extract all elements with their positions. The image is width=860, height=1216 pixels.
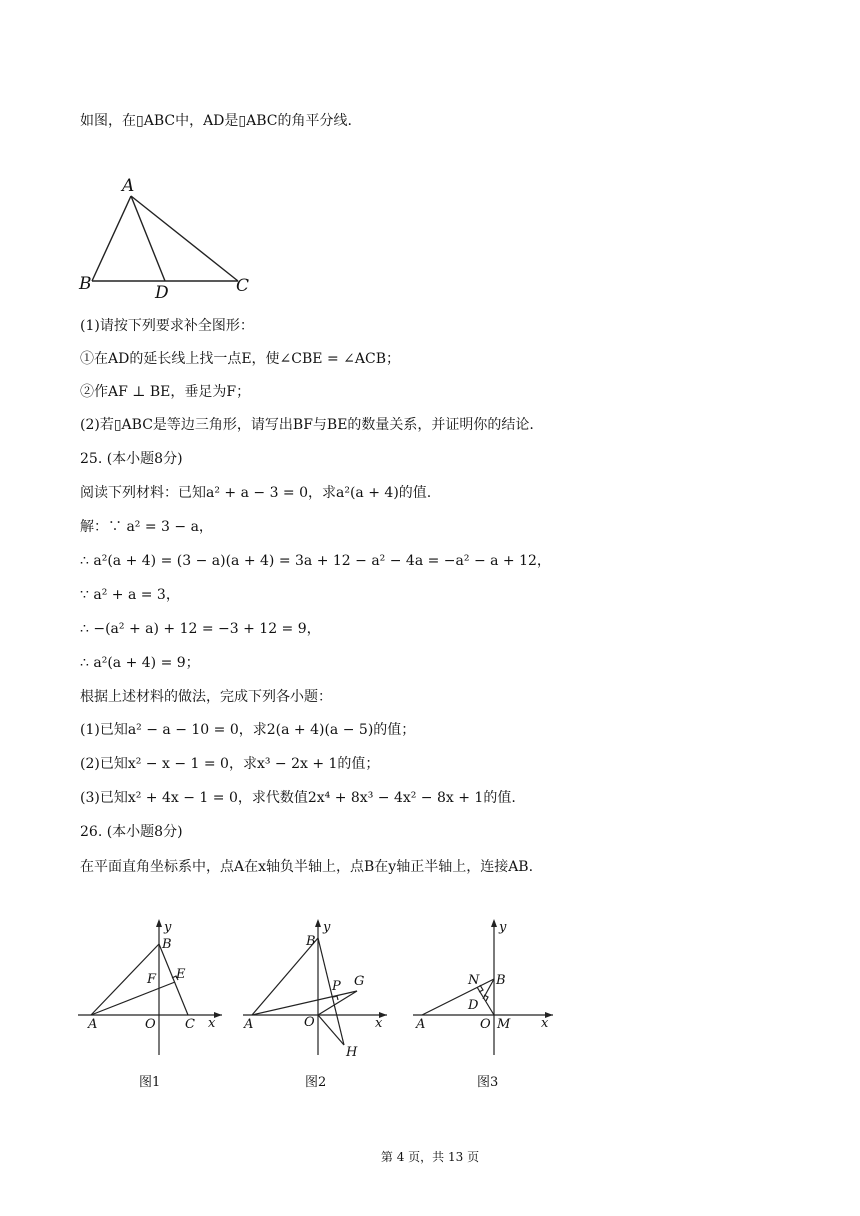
fig3-label-y: y: [499, 920, 507, 935]
q24-step2: ②作AF ⊥ BE，垂足为F；: [80, 384, 251, 400]
fig3-label-d: D: [468, 998, 479, 1013]
q25-solution-5: ∴ a²(a + 4) = 9；: [80, 655, 200, 671]
fig2-label-g: G: [354, 974, 365, 989]
q24-step1: ①在AD的延长线上找一点E，使∠CBE = ∠ACB；: [80, 351, 400, 367]
intro-text: 如图，在▯ABC中，AD是▯ABC的角平分线.: [80, 113, 352, 129]
fig1-label-x: x: [208, 1016, 216, 1031]
fig1-label-y: y: [164, 920, 172, 935]
fig3-label-n: N: [468, 973, 480, 988]
fig2-label-y: y: [323, 920, 331, 935]
q24-part1: (1)请按下列要求补全图形：: [80, 318, 254, 334]
fig2-label-b: B: [306, 934, 316, 949]
q25-task-1: (1)已知a² − a − 10 = 0，求2(a + 4)(a − 5)的值；: [80, 722, 416, 738]
q25-reading: 阅读下列材料：已知a² + a − 3 = 0，求a²(a + 4)的值.: [80, 485, 432, 501]
fig2-label-a: A: [244, 1017, 254, 1032]
q25-heading: 25. (本小题8分): [80, 451, 183, 467]
page-footer: 第 4 页，共 13 页: [380, 1150, 480, 1164]
fig2-label-o: O: [304, 1015, 315, 1030]
fig3-label-o: O: [480, 1017, 491, 1032]
figure-2: [240, 915, 390, 1060]
fig3-label-a: A: [416, 1017, 426, 1032]
fig1-label-e: E: [176, 967, 186, 982]
fig1-label-b: B: [162, 937, 172, 952]
triangle-figure: [76, 172, 256, 302]
figure-1: [75, 915, 225, 1060]
label-c: C: [236, 276, 250, 296]
q25-task-2: (2)已知x² − x − 1 = 0，求x³ − 2x + 1的值；: [80, 756, 380, 772]
q25-task: 根据上述材料的做法，完成下列各小题：: [80, 689, 332, 705]
fig1-label-c: C: [185, 1017, 195, 1032]
fig2-label-p: P: [332, 979, 341, 994]
q25-solution-2: ∴ a²(a + 4) = (3 − a)(a + 4) = 3a + 12 − a² − 4a = −a² − a + 12，: [80, 553, 551, 569]
fig3-caption: 图3: [477, 1075, 499, 1090]
q25-solution-4: ∴ −(a² + a) + 12 = −3 + 12 = 9，: [80, 621, 321, 637]
label-a: A: [122, 176, 135, 196]
fig3-label-b: B: [496, 973, 506, 988]
fig3-label-m: M: [497, 1017, 511, 1032]
q25-solution-3: ∵ a² + a = 3，: [80, 587, 180, 603]
fig2-caption: 图2: [305, 1075, 327, 1090]
fig1-label-o: O: [145, 1017, 156, 1032]
fig3-label-x: x: [541, 1016, 549, 1031]
fig1-label-a: A: [88, 1017, 98, 1032]
q25-solution-1: 解：∵ a² = 3 − a，: [80, 519, 213, 535]
fig2-label-x: x: [375, 1016, 383, 1031]
figure-3: [410, 915, 560, 1060]
q24-part2: (2)若▯ABC是等边三角形，请写出BF与BE的数量关系，并证明你的结论.: [80, 417, 534, 433]
label-d: D: [155, 283, 169, 302]
q26-heading: 26. (本小题8分): [80, 824, 183, 840]
fig1-caption: 图1: [139, 1075, 161, 1090]
q25-task-3: (3)已知x² + 4x − 1 = 0，求代数值2x⁴ + 8x³ − 4x² − 8x + 1的值.: [80, 790, 516, 806]
fig2-label-h: H: [346, 1045, 358, 1060]
label-b: B: [79, 274, 92, 294]
fig1-label-f: F: [147, 972, 157, 987]
q26-description: 在平面直角坐标系中，点A在x轴负半轴上，点B在y轴正半轴上，连接AB.: [80, 859, 534, 875]
